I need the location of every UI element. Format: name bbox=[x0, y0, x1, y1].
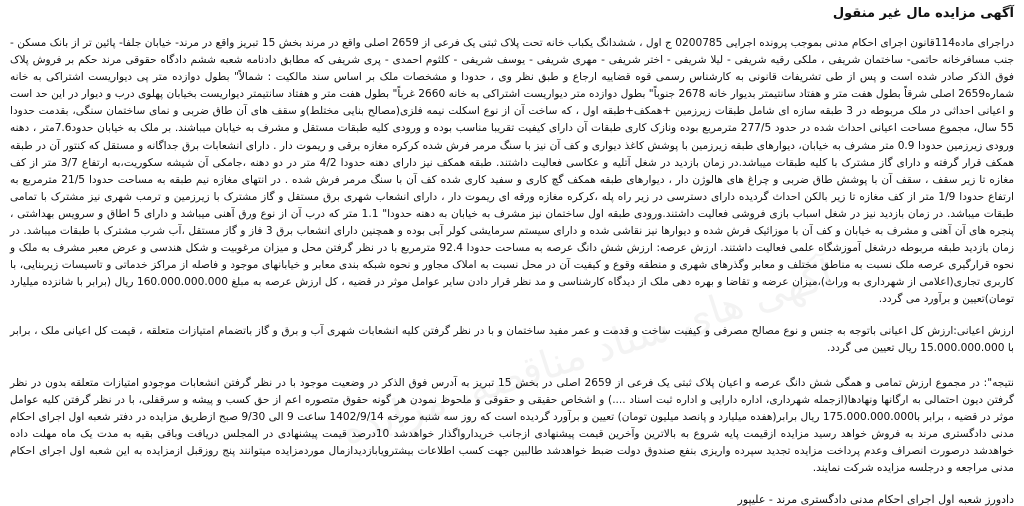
notice-title: آگهی مزایده مال غیر منقول bbox=[832, 6, 1014, 21]
main-paragraph: دراجرای ماده114قانون اجرای احکام مدنی بموجب پرونده اجرایی 0200785 ج اول ، ششدانگ یکباب خانه تحت پلاک ثبتی یک فرعی از 2659 اصلی واقع در مرند بخش 15 تبریز واقع در مرند- خیابان جلفا- پائین تر از بانک مسکن - جنب مسافرخانه حاتمی- ساختمان شریفی ، ملکی رقیه شریفی - لیلا شریفی - اختر شریفی - مهری شریفی - یوسف شریفی - کلثوم احمدی - پری شریفی که مطابق دادنامه شعبه ششم دادگاه حقوقی مرند حکم بر فروش پلاک فوق الذکر صادر شده است و پس از طی تشریفات قانونی به کارشناس رسمی قوه قضاییه ارجاع و طبق نظر وی ، حدودا و مشخصات ملک بر اساس سند مالکیت : شمالاً" بطول دوازده متر پی دیواریست اشتراکی به خانه شماره2659 اصلی شرقاً بطول هفت متر و هفتاد سانتیمتر بدیوار خانه 2678 جنوباً" بطول دوازده متر دیواریست اشتراکی به خانه 2660 غرباً" بطول هفت متر و هفتاد سانتیمتر دیواریست بخیابان پهلوی درب و دیوار در این حد است و اعیانی احداثی در ملک مربوطه در 3 طبقه سازه ای شامل طبقات زیرزمین +همکف+طبقه اول ، که ساخت آن از نوع اسکلت نیمه فلزی(مصالح بنایی مختلط)و سقف های آن طاق ضربی و نمای ساختمان سنگی، بقدمت حدودا 55 سال، مجموع مساحت اعیانی احداث شده در حدود 277/5 مترمربع بوده ونازک کاری طبقات آن دارای کیفیت تقریبا مناسب بوده و ورودی کلیه طبقات مستقل و مشرف به خیابان میباشند. بر ملک به خیابان حدود7.6متر ، دهنه ورودی زیرزمین حدودا 0.9 متر مشرف به خیابان، دیوارهای طبقه زیرزمین با پوشش کاغذ دیواری و کف آن نیز با سنگ مرمر فرش شده کرکره مغازه برقی و ریموت دار . دارای انشعابات برق جداگانه و مستقل که کنتور آن در طبقه همکف قرار گرفته و دارای گاز مشترک با کلیه طبقات میباشد.در زمان بازدید در شغل آتلیه و عکاسی فعالیت داشتند. طبقه همکف نیز دارای دهنه حدودا 4/2 متر در دو دهنه ،جامکی آن شیشه سکوریت،به ارتفاع 3/7 متر از کف مغازه تا زیر سقف ، سقف آن با پوشش طاق ضربی و چراغ های هالوژن دار ، دیوارهای طبقه همکف گچ کاری و سفید کاری شده کف آن با سنگ مرمر فرش شده . در انتهای مغازه نیم طبقه به مساحت حدودا 21/5 مترمربع به ارتفاع حدودا 1/9 متر از کف مغازه تا زیر بالکن احداث گردیده دارای دسترسی در زیر راه پله ،کرکره مغازه ورقه ای ریموت دار ، دارای انشعاب شهری برق مستقل و گاز مشترک با زیرزمین و ترمب شهری نیز مشترک با تمامی طبقات میباشد. در زمان بازدید نیز در شغل اسباب بازی فروشی فعالیت داشتند.ورودی طبقه اول ساختمان نیز مشرف به خیابان به دهنه حدودا" 1.1 متر که درب آن از نوع ورق آهنی میباشد و دارای 5 اطاق و سرویس بهداشتی ، پنجره های آن آهنی و مشرف به خیابان و کف آن با موزائیک فرش شده و دیوارها نیز نقاشی شده و دارای سیستم سرمایشی کولر آبی بوده و همچنین دارای انشعاب برق 3 فاز و گاز مستقل ،آب شرب مشترک با طبقات میباشد. در زمان بازدید طبقه مربوطه درشغل آموزشگاه علمی فعالیت داشتند. ارزش عرصه: ارزش شش دانگ عرصه به مساحت حدودا 92.4 مترمربع با در نظر گرفتن محل و میزان مرغوبیت و شکل هندسی و عرض معبر مشرف به ملک و نحوه قرارگیری عرصه ملک نسبت به مناطق مختلف و معابر وگذرهای شهری و منطقه وقوع و کیفیت آن در محل نسبت به املاک مجاور و نحوه شبکه بندی معابر و خیابانهای موجود و فاصله از مراکز خدماتی و تاسیسات زیربنایی، با کاربری تجاری(اعلامی از شهرداری به وراث)،میزان عرضه و تقاضا و بهره دهی ملک از دیدگاه کارشناسی و مد نظر قرار دادن سایر عوامل موثر در قضیه ، کل ارزش عرصه به مبلغ 160.000.000.000 ریال (برابر با شانزده میلیارد تومان)تعیین و برآورد می گردد. bbox=[10, 37, 1015, 306]
result-paragraph: نتیجه": در مجموع ارزش تمامی و همگی شش دانگ عرصه و اعیان پلاک ثبتی یک فرعی از 2659 اصلی در بخش 15 تبریز به آدرس فوق الذکر در وضعیت موجود با در نظر گرفتن انشعابات موجودو امتیازات متعلقه بدون در نظر گرفتن دیون احتمالی به ارگانها ونهادها(ازجمله شهرداری، اداره دارایی و اداره ثبت اسناد ....) و اشخاص حقیقی و حقوقی و ملحوظ نمودن هر گونه حقوق متصوره اعم از حق کسب و پیشه و سرقفلی، با در نظر گرفتن کلیه عوامل موثر در قضیه ، برابر با175.000.000.000 ریال برابر(هفده میلیارد و پانصد میلیون تومان) تعیین و برآورد گردیده است که روز سه شنبه مورخه 1402/9/14 ساعت 9 الی 9/30 صبح ازطریق مزایده در دفتر شعبه اول اجرای احکام مدنی دادگستری مرند به فروش خواهد رسید مزایده ازقیمت پایه شروع به بالاترین وآخرین قیمت پیشنهادی ازجانب خریدارواگذار خواهدشد 10درصد قیمت پیشنهادی در المجلس دریافت وباقی بقیه به مدت یک ماه مهلت داده خواهدشد درصورت انصراف وعدم پرداخت مزایده تجدید سپرده واریزی بنفع صندوق دولت ضبط خواهدشد طالبین جهت کسب اطلاعات بیشترویابازدیدازمال موردمزایده میتوانند پنج روزقبل ازمزایده به این شعبه اول اجرای احکام مدنی مراجعه و درجلسه مزایده شرکت نمایند. bbox=[10, 376, 1015, 475]
buildings-value-paragraph: ارزش اعیانی:ارزش کل اعیانی باتوجه به جنس و نوع مصالح مصرفی و کیفیت ساخت و قدمت و عمر مفید ساختمان و با در نظر گرفتن کلیه انشعابات شهری آب و برق و گاز باتضمام امتیازات متعلقه ، قیمت کل اعیانی ملک ، برابر با 15.000.000.000 ریال تعیین می گردد. bbox=[10, 324, 1014, 354]
signature-line: دادورز شعبه اول اجرای احکام مدنی دادگستری مرند - علیپور bbox=[737, 493, 1014, 506]
